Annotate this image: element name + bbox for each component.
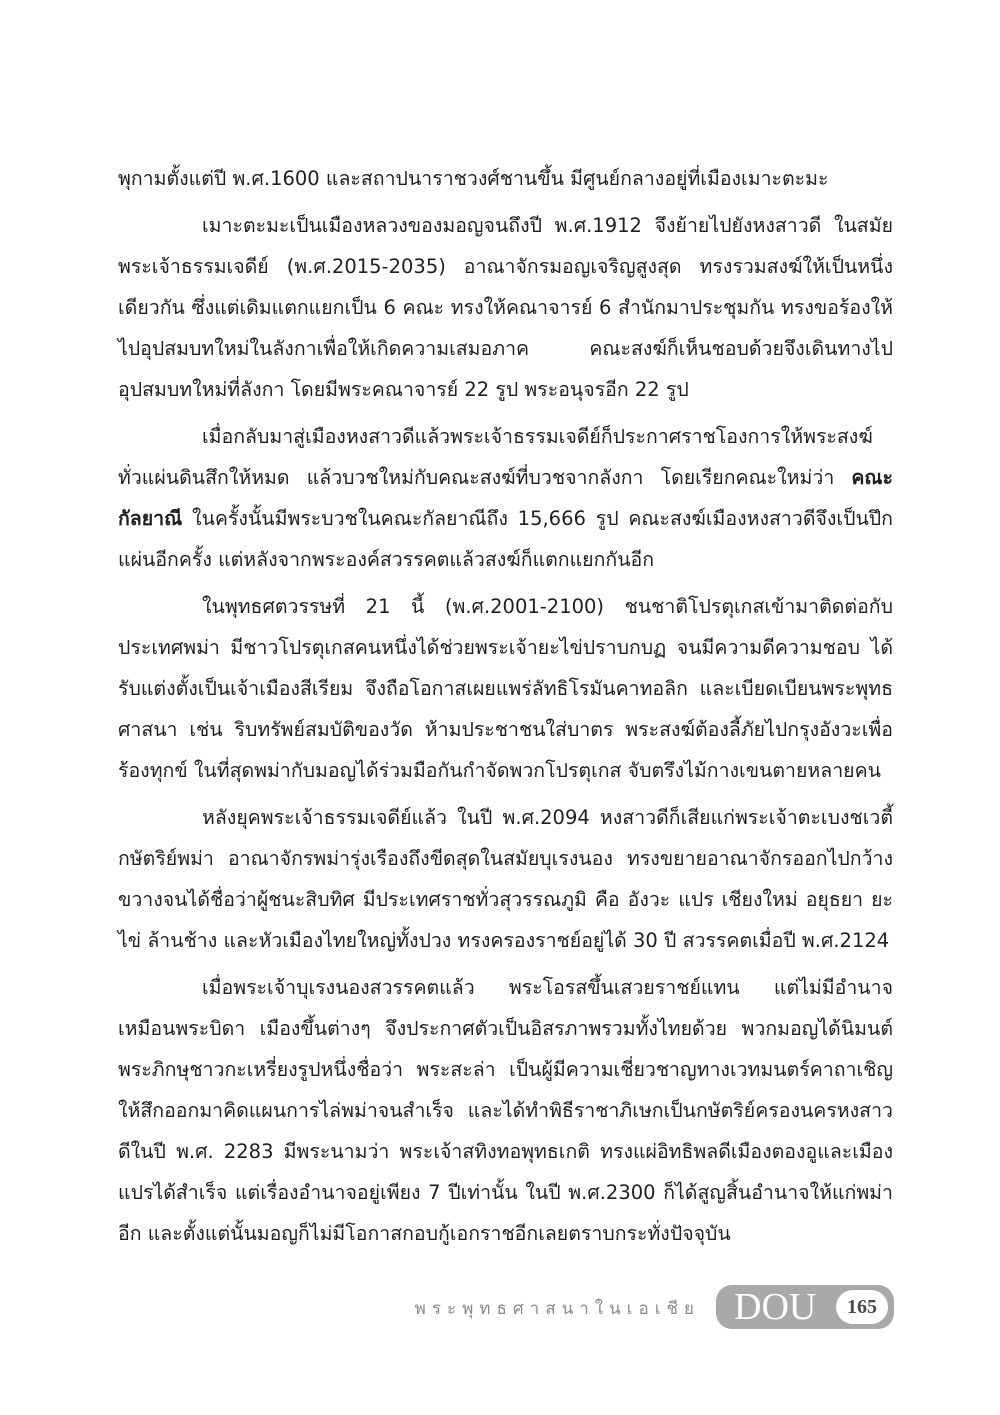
- paragraph-1: พุกามตั้งแต่ปี พ.ศ.1600 และสถาปนาราชวงศ์ชานขึ้น มีศูนย์กลางอยู่ที่เมืองเมาะตะมะ: [118, 167, 829, 190]
- paragraph-3-text-b: ในครั้งนั้นมีพระบวชในคณะกัลยาณีถึง 15,666 รูป คณะสงฆ์เมืองหงสาวดีจึงเป็นปึกแผ่นอีกครั้ง แต่หลังจากพระองค์สวรรคตแล้วสงฆ์ก็แตกแยกกันอีก: [118, 507, 893, 571]
- dou-logo-text: DOU: [734, 1286, 817, 1328]
- main-text: [118, 158, 893, 1260]
- paragraph-4: ในพุทธศตวรรษที่ 21 นี้ (พ.ศ.2001-2100) ชนชาติโปรตุเกสเข้ามาติดต่อกับประเทศพม่า มีชาวโปรตุเกสคนหนึ่งได้ช่วยพระเจ้ายะไข่ปราบกบฏ จนมีความดีความชอบ ได้รับแต่งตั้งเป็นเจ้าเมืองสีเรียม จึงถือโอกาสเผยแพร่ลัทธิโรมันคาทอลิก และเบียดเบียนพระพุทธศาสนา เช่น ริบทรัพย์สมบัติของวัด ห้ามประชาชนใส่บาตร พระสงฆ์ต้องลี้ภัยไปกรุงอังวะเพื่อร้องทุกข์ ในที่สุดพม่ากับมอญได้ร่วมมือกันกำจัดพวกโปรตุเกส จับตรึงไม้กางเขนตายหลายคน: [118, 595, 893, 782]
- page-number: 165: [847, 1296, 877, 1318]
- dou-badge: [716, 1285, 894, 1329]
- page-footer: [0, 1282, 1000, 1332]
- paragraph-6: เมื่อพระเจ้าบุเรงนองสวรรคตแล้ว พระโอรสขึ้นเสวยราชย์แทน แต่ไม่มีอำนาจเหมือนพระบิดา เมืองขึ้นต่างๆ จึงประกาศตัวเป็นอิสรภาพรวมทั้งไทยด้วย พวกมอญได้นิมนต์พระภิกษุชาวกะเหรี่ยงรูปหนึ่งชื่อว่า พระสะล่า เป็นผู้มีความเชี่ยวชาญทางเวทมนตร์คาถาเชิญให้สึกออกมาคิดแผนการไล่พม่าจนสำเร็จ และได้ทำพิธีราชาภิเษกเป็นกษัตริย์ครองนครหงสาวดีในปี พ.ศ. 2283 มีพระนามว่า พระเจ้าสทิงทอพุทธเกติ ทรงแผ่อิทธิพลดีเมืองตองอูและเมืองแปรได้สำเร็จ แต่เรื่องอำนาจอยู่เพียง 7 ปีเท่านั้น ในปี พ.ศ.2300 ก็ได้สูญสิ้นอำนาจให้แก่พม่าอีก และตั้งแต่นั้นมอญก็ไม่มีโอกาสกอบกู้เอกราชอีกเลยตราบกระทั่งปัจจุบัน: [118, 976, 893, 1245]
- paragraph-2: เมาะตะมะเป็นเมืองหลวงของมอญจนถึงปี พ.ศ.1912 จึงย้ายไปยังหงสาวดี ในสมัยพระเจ้าธรรมเจดีย์ (พ.ศ.2015-2035) อาณาจักรมอญเจริญสูงสุด ทรงรวมสงฆ์ให้เป็นหนึ่งเดียวกัน ซึ่งแต่เดิมแตกแยกเป็น 6 คณะ ทรงให้คณาจารย์ 6 สำนักมาประชุมกัน ทรงขอร้องให้ไปอุปสมบทใหม่ในลังกาเพื่อให้เกิดความเสมอภาค คณะสงฆ์ก็เห็นชอบด้วยจึงเดินทางไปอุปสมบทใหม่ที่ลังกา โดยมีพระคณาจารย์ 22 รูป พระอนุจรอีก 22 รูป: [118, 214, 893, 401]
- paragraph-5: หลังยุคพระเจ้าธรรมเจดีย์แล้ว ในปี พ.ศ.2094 หงสาวดีก็เสียแก่พระเจ้าตะเบงชเวตี้ กษัตริย์พม่า อาณาจักรพม่ารุ่งเรืองถึงขีดสุดในสมัยบุเรงนอง ทรงขยายอาณาจักรออกไปกว้างขวางจนได้ชื่อว่าผู้ชนะสิบทิศ มีประเทศราชทั่วสุวรรณภูมิ คือ อังวะ แปร เชียงใหม่ อยุธยา ยะไข่ ล้านช้าง และหัวเมืองไทยใหญ่ทั้งปวง ทรงครองราชย์อยู่ได้ 30 ปี สวรรคตเมื่อปี พ.ศ.2124: [118, 806, 893, 952]
- kalyani-term: คณะกัลยาณี: [118, 466, 893, 530]
- paragraph-3: [118, 416, 893, 580]
- running-title: พระพุทธศาสนาในเอเชีย: [414, 1299, 700, 1319]
- paragraph-3-text-a: เมื่อกลับมาสู่เมืองหงสาวดีแล้วพระเจ้าธรรมเจดีย์ก็ประกาศราชโองการให้พระสงฆ์ทั่วแผ่นดินสึกให้หมด แล้วบวชใหม่กับคณะสงฆ์ที่บวชจากลังกา โดยเรียกคณะใหม่ว่า: [118, 425, 873, 489]
- page-number-pill: [836, 1290, 888, 1324]
